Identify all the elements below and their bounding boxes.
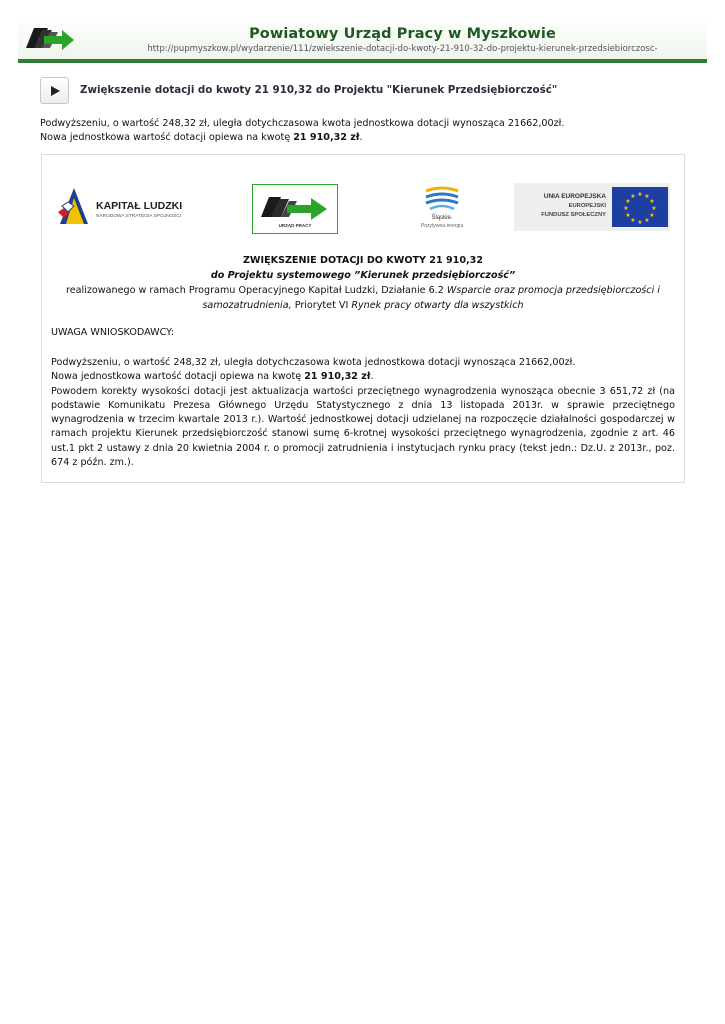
play-arrow-icon (49, 85, 61, 97)
program-measure: Wsparcie oraz promocja przedsiębiorczości i samozatrudnienia, (202, 285, 660, 311)
eu-flag-icon (612, 187, 668, 227)
program-prefix: realizowanego w ramach Programu Operacyjnego Kapitał Ludzki, Działanie 6.2 (66, 285, 447, 296)
announcement-body (51, 356, 675, 470)
urzad-pracy-arrow-icon (253, 189, 337, 223)
kapital-ludzki-logo (58, 186, 218, 230)
svg-text:★: ★ (625, 212, 631, 219)
article-lead (40, 117, 700, 145)
lead-line-1: Podwyższeniu, o wartość 248,32 zł, uległa dotychczasowa kwota jednostkowa dotacji wynosząca 21662,00zł. (40, 118, 565, 129)
svg-text:★: ★ (630, 193, 636, 200)
svg-text:★: ★ (630, 217, 636, 224)
eu-text-line-2: EUROPEJSKI (568, 203, 606, 209)
urzad-pracy-logo (252, 184, 338, 234)
body-paragraph-2 (51, 370, 675, 384)
slaskie-logo (412, 185, 472, 235)
svg-text:★: ★ (625, 198, 631, 205)
lead-line-2-suffix: . (359, 132, 363, 143)
program-description (42, 283, 684, 313)
svg-text:★: ★ (644, 217, 650, 224)
body-amount: 21 910,32 zł (304, 371, 371, 383)
svg-text:★: ★ (623, 205, 629, 212)
uwaga-label: UWAGA WNIOSKODAWCY: (51, 327, 174, 338)
urzad-pracy-text: URZĄD PRACY (278, 223, 312, 228)
kapital-ludzki-star-icon (58, 186, 90, 230)
announcement-header (42, 253, 684, 313)
kapital-ludzki-text: KAPITAŁ LUDZKI (96, 200, 183, 212)
logo-strip (42, 155, 684, 245)
svg-text:★: ★ (651, 205, 657, 212)
body-paragraph-3: Powodem korekty wysokości dotacji jest aktualizacja wartości przeciętnego wynagrodzenia wynosząca obecnie 3 651,72 zł (na podstawie Komunikatu Prezesa Głównego Urzędu Statystycznego z dnia 13 listopada 2013r. w sprawie przeciętnego wynagrodzenia w trzecim kwartale 2013 r.). Wartość jednostkowej dotacji udzielanej na rozpoczęcie działalności gospodarczej w ramach projektu Kierunek przedsiębiorczość stanowi sumę 6-krotnej wysokości przeciętnego wynagrodzenia, zgodnie z art. 46 ust.1 pkt 2 ustawy z dnia 20 kwietnia 2004 r. o promocji zatrudnienia i instytucjach rynku pracy (tekst jedn.: Dz.U. z 2013r., poz. 674 z późn. zm.). (51, 385, 675, 469)
body-paragraph-2-prefix: Nowa jednostkowa wartość dotacji opiewa na kwotę (51, 371, 305, 383)
svg-text:★: ★ (649, 212, 655, 219)
article-content-panel (41, 154, 685, 483)
article-arrow-button[interactable] (40, 77, 69, 104)
svg-text:★: ★ (637, 219, 643, 226)
program-middle: Priorytet VI (291, 300, 352, 311)
page-url[interactable]: http://pupmyszkow.pl/wydarzenie/111/zwiekszenie-dotacji-do-kwoty-21-910-32-do-projektu-kierunek-przedsiebiorczosc- (147, 44, 658, 54)
unia-europejska-logo (514, 183, 670, 231)
announcement-subheading: do Projektu systemowego ”Kierunek przedsiębiorczość” (210, 270, 516, 281)
slaskie-text: Śląskie. (431, 215, 453, 221)
slaskie-subtext: Pozytywna energia (420, 223, 464, 229)
site-title: Powiatowy Urząd Pracy w Myszkowie (249, 26, 556, 42)
program-priority: Rynek pracy otwarty dla wszystkich (351, 300, 524, 311)
lead-amount: 21 910,32 zł (293, 132, 360, 143)
eu-text-line-3: FUNDUSZ SPOŁECZNY (541, 212, 606, 218)
body-paragraph-2-suffix: . (370, 371, 374, 383)
lead-line-2 (40, 131, 700, 145)
body-paragraph-1: Podwyższeniu, o wartość 248,32 zł, uległa dotychczasowa kwota jednostkowa dotacji wynosząca 21662,00zł. (51, 357, 576, 368)
svg-text:★: ★ (637, 191, 643, 198)
slaskie-waves-icon (422, 185, 462, 213)
svg-text:★: ★ (649, 198, 655, 205)
urzad-pracy-logo-icon[interactable] (22, 22, 76, 54)
header-divider (18, 59, 707, 63)
kapital-ludzki-subtext: NARODOWA STRATEGIA SPÓJNOŚCI (96, 214, 182, 219)
eu-text-line-1: UNIA EUROPEJSKA (543, 193, 606, 200)
lead-line-2-prefix: Nowa jednostkowa wartość dotacji opiewa na kwotę (40, 132, 294, 143)
announcement-heading: ZWIĘKSZENIE DOTACJI DO KWOTY 21 910,32 (242, 255, 484, 266)
svg-text:★: ★ (644, 193, 650, 200)
article-title: Zwiększenie dotacji do kwoty 21 910,32 do Projektu "Kierunek Przedsiębiorczość" (80, 84, 558, 96)
